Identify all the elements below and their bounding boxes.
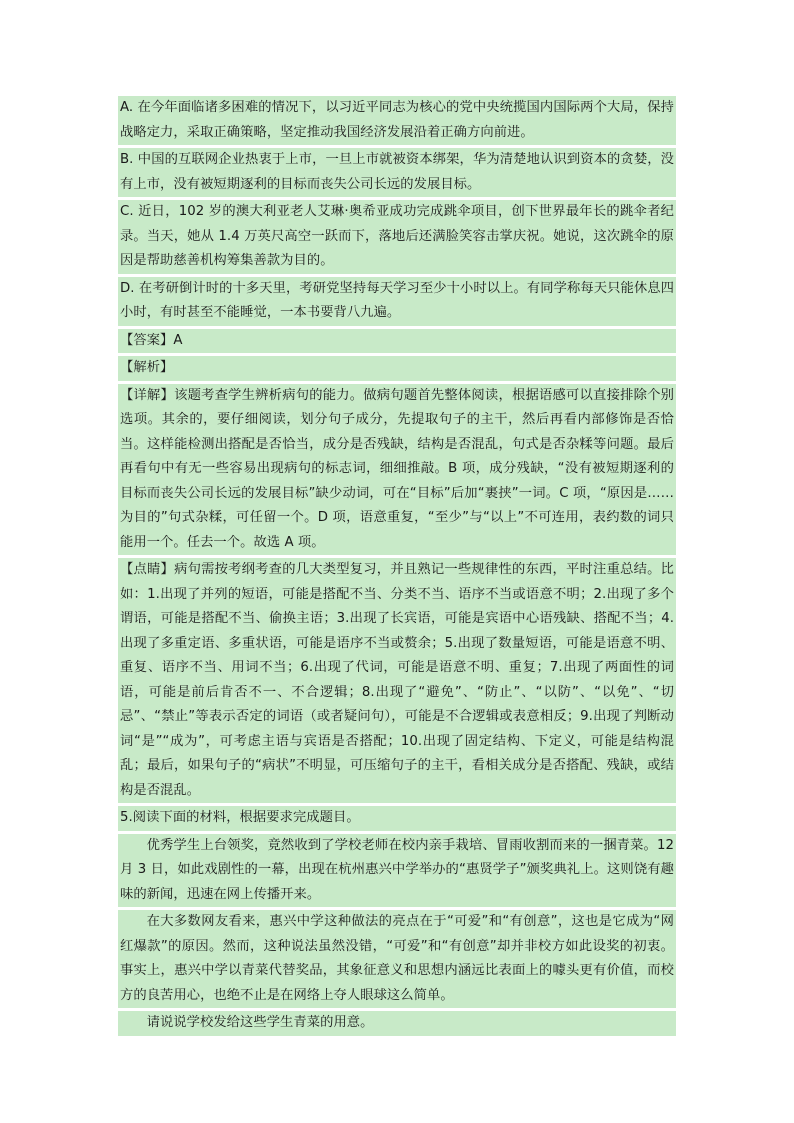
material-paragraph-1: 优秀学生上台领奖，竟然收到了学校老师在校内亲手栽培、冒雨收割而来的一捆青菜。12 月 3 日，如此戏剧性的一幕，出现在杭州惠兴中学举办的“惠贤学子”颁奖典礼上。这则饶有趣味的新闻，迅速在网上传播开来。 (118, 834, 676, 908)
detail-explanation: 【详解】该题考查学生辨析病句的能力。做病句题首先整体阅读，根据语感可以直接排除个别选项。其余的，要仔细阅读，划分句子成分，先提取句子的主干，然后再看内部修饰是否恰当。这样能检测出搭配是否恰当，成分是否残缺，结构是否混乱，句式是否杂糅等问题。最后再看句中有无一些容易出现病句的标志词，细细推敲。B 项，成分残缺，“没有被短期逐利的目标而丧失公司长远的发展目标”缺少动词，可在“目标”后加“裹挟”一词。C 项，“原因是……为目的”句式杂糅，可任留一个。D 项，语意重复，“至少”与“以上”不可连用，表约数的词只能用一个。任去一个。故选 A 项。 (118, 384, 676, 556)
document-page (118, 96, 676, 1036)
question-prompt: 请说说学校发给这些学生青菜的用意。 (118, 1011, 676, 1036)
option-b: B. 中国的互联网企业热衷于上市，一旦上市就被资本绑架，华为清楚地认识到资本的贪婪，没有上市，没有被短期逐利的目标而丧失公司长远的发展目标。 (118, 148, 676, 197)
analysis-heading: 【解析】 (118, 356, 676, 381)
option-c: C. 近日，102 岁的澳大利亚老人艾琳·奥希亚成功完成跳伞项目，创下世界最年长的跳伞者纪录。当天，她从 1.4 万英尺高空一跃而下，落地后还满脸笑容击掌庆祝。她说，这次跳伞的原因是帮助慈善机构筹集善款为目的。 (118, 200, 676, 274)
option-d: D. 在考研倒计时的十多天里，考研党坚持每天学习至少十小时以上。有同学称每天只能休息四小时，有时甚至不能睡觉，一本书要背八九遍。 (118, 277, 676, 326)
material-paragraph-2: 在大多数网友看来，惠兴中学这种做法的亮点在于“可爱”和“有创意”，这也是它成为“网红爆款”的原因。然而，这种说法虽然没错，“可爱”和“有创意”却并非校方如此设奖的初衷。事实上，惠兴中学以青菜代替奖品，其象征意义和思想内涵远比表面上的噱头更有价值，而校方的良苦用心，也绝不止是在网络上夺人眼球这么简单。 (118, 910, 676, 1008)
question-5-title: 5.阅读下面的材料，根据要求完成题目。 (118, 806, 676, 831)
answer-line: 【答案】A (118, 329, 676, 354)
option-a: A. 在今年面临诸多困难的情况下，以习近平同志为核心的党中央统揽国内国际两个大局，保持战略定力，采取正确策略，坚定推动我国经济发展沿着正确方向前进。 (118, 96, 676, 145)
tip-explanation: 【点睛】病句需按考纲考查的几大类型复习，并且熟记一些规律性的东西，平时注重总结。比如：1.出现了并列的短语，可能是搭配不当、分类不当、语序不当或语意不明；2.出现了多个谓语，可能是搭配不当、偷换主语；3.出现了长宾语，可能是宾语中心语残缺、搭配不当；4.出现了多重定语、多重状语，可能是语序不当或赘余；5.出现了数量短语，可能是语意不明、重复、语序不当、用词不当；6.出现了代词，可能是语意不明、重复；7.出现了两面性的词语，可能是前后肯否不一、不合逻辑；8.出现了“避免”、“防止”、“以防”、“以免”、“切忌”、“禁止”等表示否定的词语（或者疑问句），可能是不合逻辑或表意相反；9.出现了判断动词“是”“成为”，可考虑主语与宾语是否搭配；10.出现了固定结构、下定义，可能是结构混乱；最后，如果句子的“病状”不明显，可压缩句子的主干，看相关成分是否搭配、残缺，或结构是否混乱。 (118, 558, 676, 803)
